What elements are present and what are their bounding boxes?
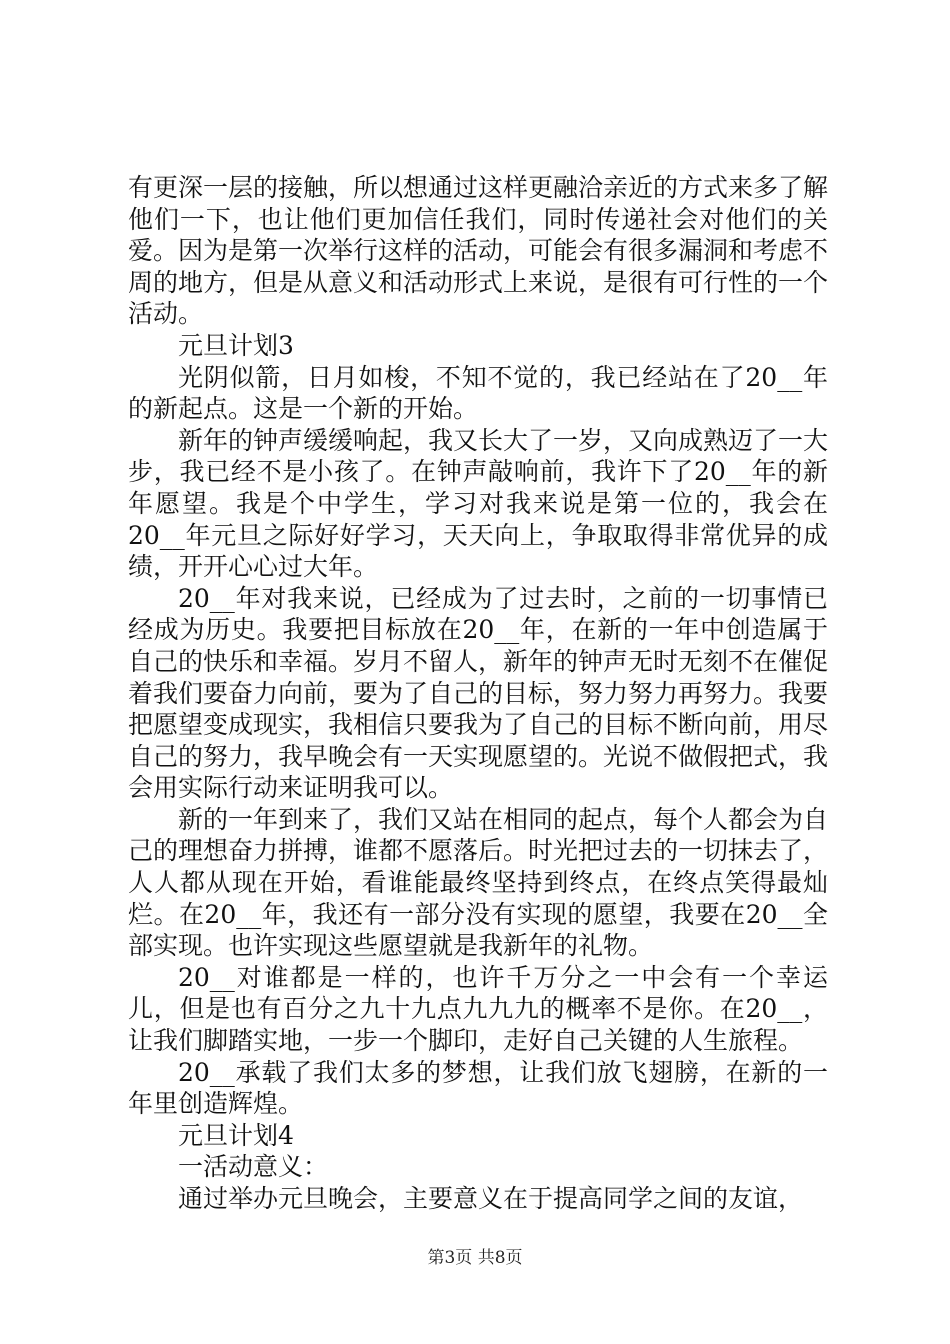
- paragraph: 新的一年到来了，我们又站在相同的起点，每个人都会为自己的理想奋力拼搏，谁都不愿落后。时光把过去的一切抹去了，人人都从现在开始，看谁能最终坚持到终点，在终点笑得最灿烂。在20__年，我还有一部分没有实现的愿望，我要在20__全部实现。也许实现这些愿望就是我新年的礼物。: [128, 804, 829, 961]
- paragraph: 通过举办元旦晚会，主要意义在于提高同学之间的友谊，: [178, 1184, 804, 1213]
- paragraph: 20__年对我来说，已经成为了过去时，之前的一切事情已经成为历史。我要把目标放在20__年，在新的一年中创造属于自己的快乐和幸福。岁月不留人，新年的钟声无时无刻不在催促着我们要奋力向前，要为了自己的目标，努力努力再努力。我要把愿望变成现实，我相信只要我为了自己的目标不断向前，用尽自己的努力，我早晚会有一天实现愿望的。光说不做假把式，我会用实际行动来证明我可以。: [128, 583, 829, 803]
- section-heading-plan-3: 元旦计划3: [178, 330, 294, 360]
- document-body: [128, 172, 828, 1215]
- paragraph: 20__承载了我们太多的梦想，让我们放飞翅膀，在新的一年里创造辉煌。: [128, 1057, 828, 1119]
- subsection-heading: 一活动意义：: [178, 1152, 329, 1182]
- page-number-footer: 第3页 共8页: [427, 1248, 523, 1268]
- paragraph: 20__对谁都是一样的，也许千万分之一中会有一个幸运儿，但是也有百分之九十九点九九九的概率不是你。在20__，让我们脚踏实地，一步一个脚印，走好自己关键的人生旅程。: [128, 962, 828, 1056]
- paragraph-continuation: 有更深一层的接触，所以想通过这样更融洽亲近的方式来多了解他们一下，也让他们更加信任我们，同时传递社会对他们的关爱。因为是第一次举行这样的活动，可能会有很多漏洞和考虑不周的地方，但是从意义和活动形式上来说，是很有可行性的一个活动。: [128, 173, 829, 329]
- paragraph: 光阴似箭，日月如梭，不知不觉的，我已经站在了20__年的新起点。这是一个新的开始。: [128, 362, 828, 424]
- section-heading-plan-4: 元旦计划4: [178, 1120, 294, 1150]
- paragraph: 新年的钟声缓缓响起，我又长大了一岁，又向成熟迈了一大步，我已经不是小孩了。在钟声敲响前，我许下了20__年的新年愿望。我是个中学生，学习对我来说是第一位的，我会在20__年元旦之际好好学习，天天向上，争取取得非常优异的成绩，开开心心过大年。: [128, 425, 829, 582]
